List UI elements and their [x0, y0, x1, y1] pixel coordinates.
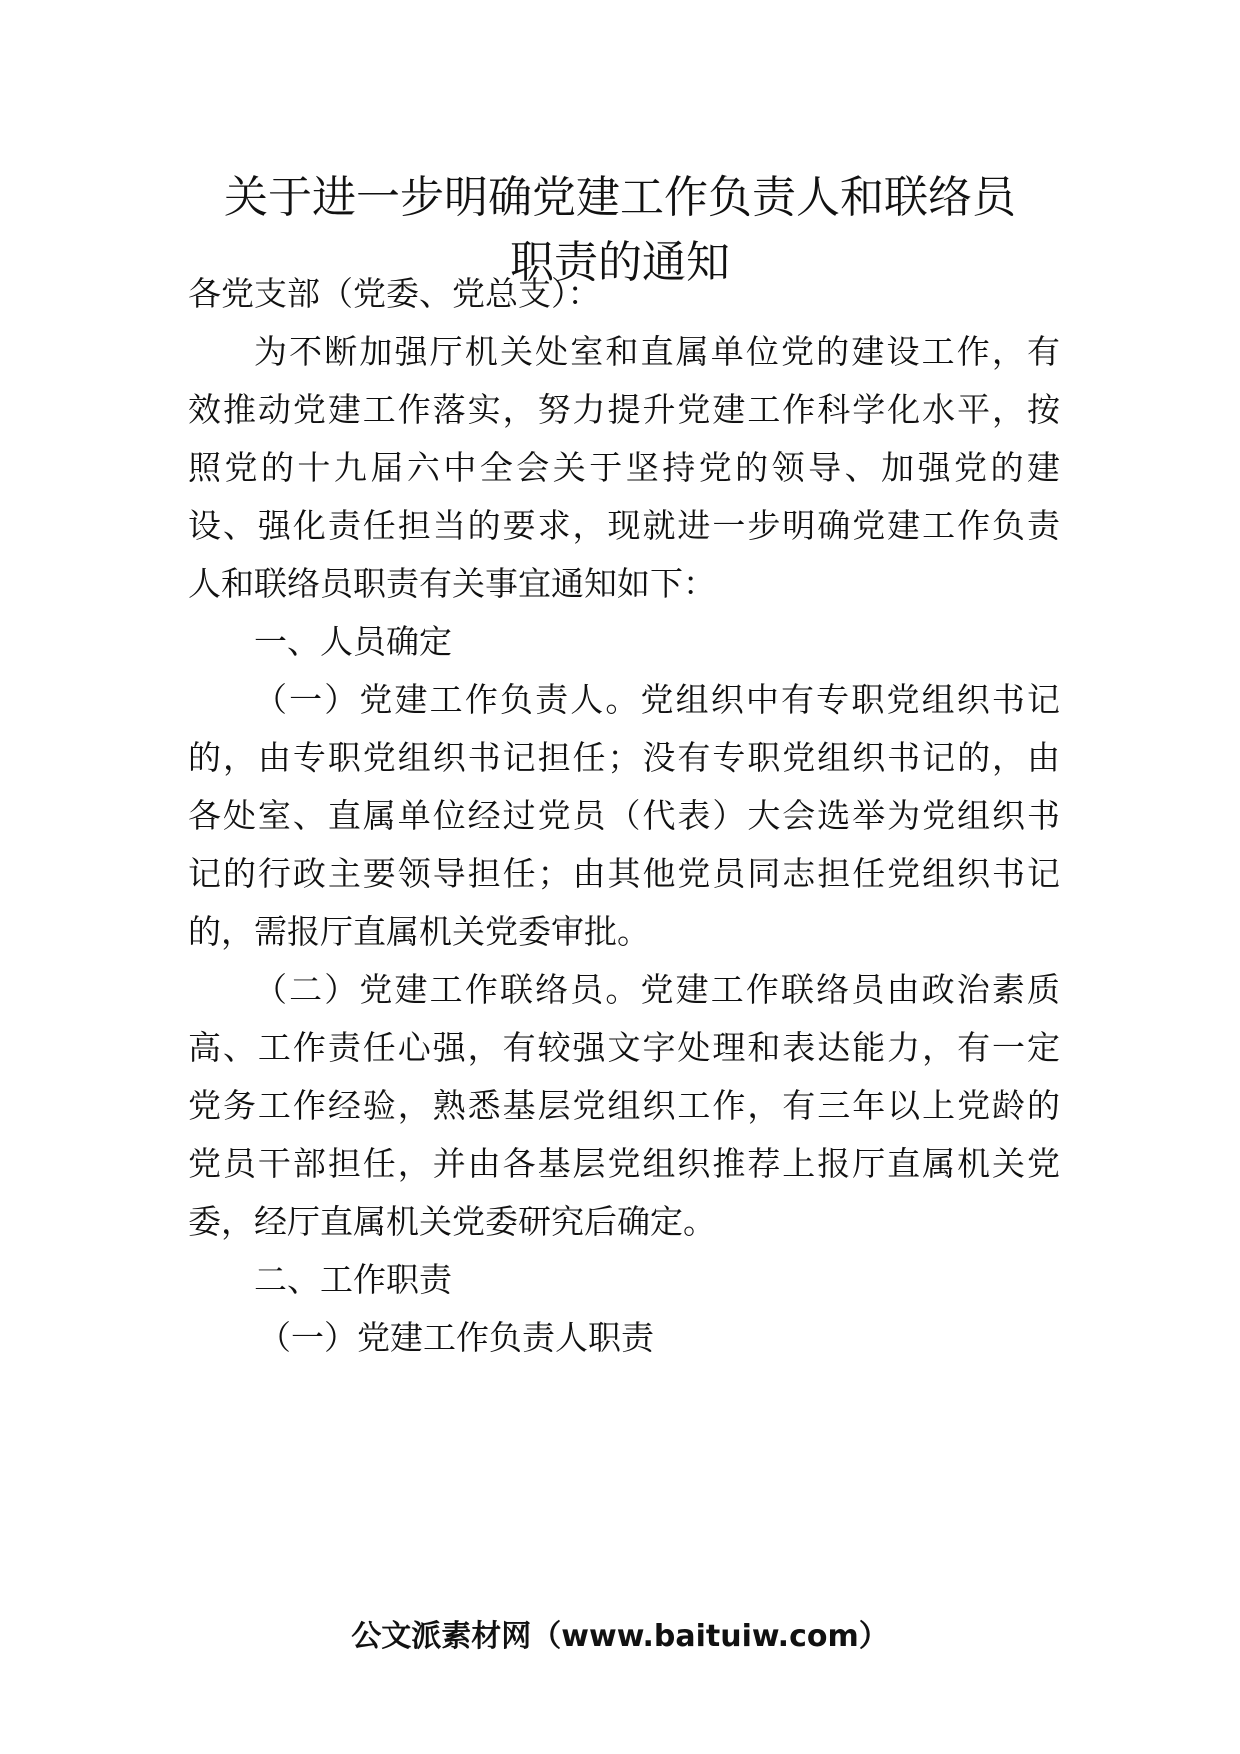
intro-line: 效推动党建工作落实，努力提升党建工作科学化水平，按	[188, 390, 1060, 429]
document-title-line-2: 职责的通知	[510, 237, 730, 288]
section1-item2-line: 党务工作经验，熟悉基层党组织工作，有三年以上党龄的	[188, 1086, 1060, 1125]
section2-item1-heading: （一）党建工作负责人职责	[258, 1318, 654, 1357]
document-title-line-1: 关于进一步明确党建工作负责人和联络员	[224, 172, 1016, 223]
section1-item2-line: （二）党建工作联络员。党建工作联络员由政治素质	[254, 970, 1060, 1009]
section-heading-1: 一、人员确定	[254, 622, 452, 661]
intro-line: 设、强化责任担当的要求，现就进一步明确党建工作负责	[188, 506, 1060, 545]
footer-watermark-text: 公文派素材网（www.baituiw.com）	[351, 1619, 889, 1654]
section1-item1-line: 的，需报厅直属机关党委审批。	[188, 912, 650, 951]
section1-item1-line: 记的行政主要领导担任；由其他党员同志担任党组织书记	[188, 854, 1060, 893]
section1-item1-line: 的，由专职党组织书记担任；没有专职党组织书记的，由	[188, 738, 1060, 777]
intro-line: 为不断加强厅机关处室和直属单位党的建设工作，有	[254, 332, 1060, 371]
section1-item2-line: 委，经厅直属机关党委研究后确定。	[188, 1202, 716, 1241]
intro-line: 照党的十九届六中全会关于坚持党的领导、加强党的建	[188, 448, 1060, 487]
intro-line: 人和联络员职责有关事宜通知如下：	[188, 564, 716, 603]
section-heading-2: 二、工作职责	[254, 1260, 452, 1299]
salutation: 各党支部（党委、党总支）：	[188, 274, 601, 313]
section1-item2-line: 党员干部担任，并由各基层党组织推荐上报厅直属机关党	[188, 1144, 1060, 1183]
section1-item1-line: （一）党建工作负责人。党组织中有专职党组织书记	[254, 680, 1060, 719]
section1-item1-line: 各处室、直属单位经过党员（代表）大会选举为党组织书	[188, 796, 1060, 835]
section1-item2-line: 高、工作责任心强，有较强文字处理和表达能力，有一定	[188, 1028, 1060, 1067]
